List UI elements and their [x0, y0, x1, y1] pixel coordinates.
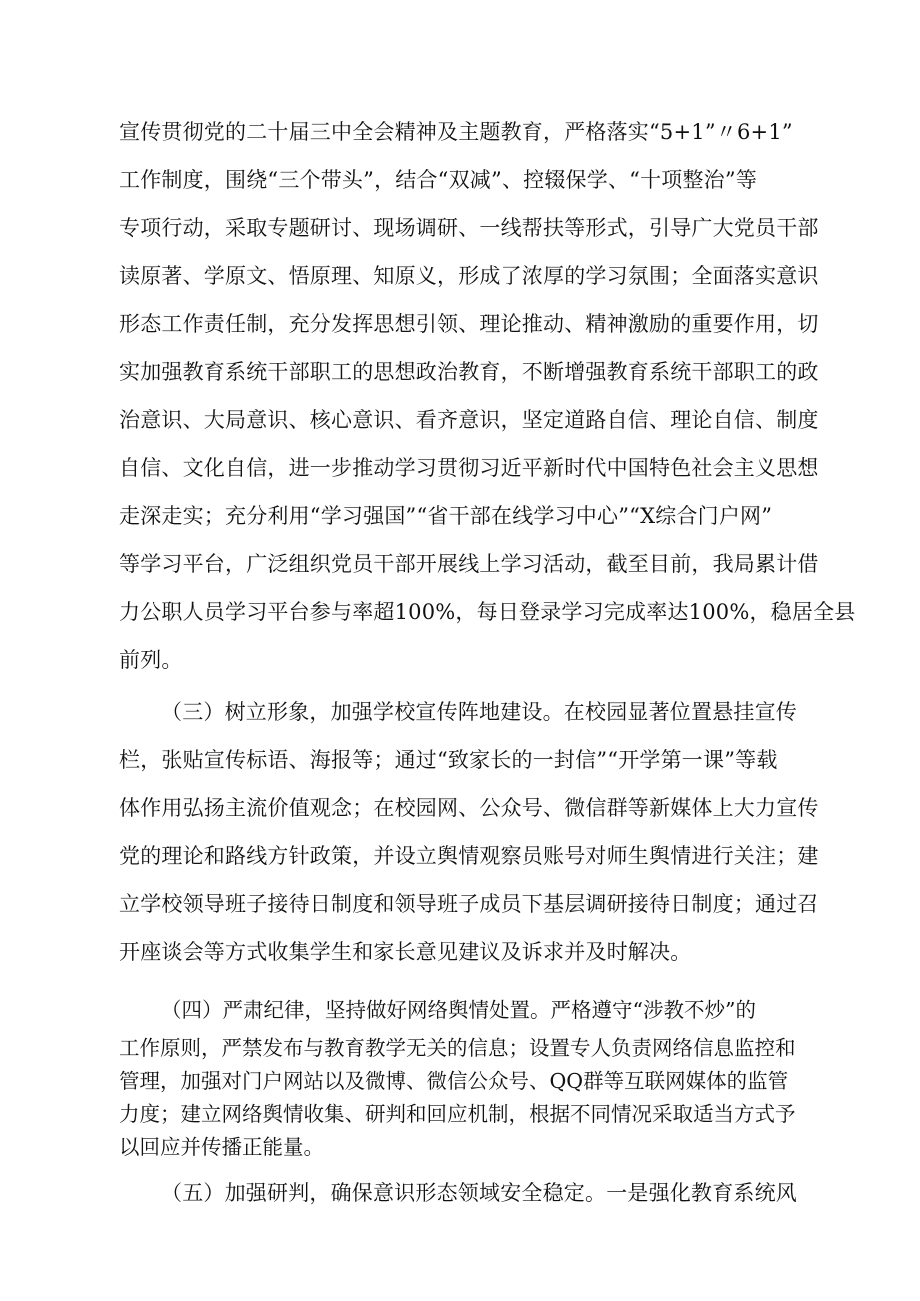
- paragraph-heading-line: （五）加强研判，确保意识形态领域安全稳定。一是强化教育系统风: [161, 1181, 797, 1205]
- text-line: 立学校领导班子接待日制度和领导班子成员下基层调研接待日制度；通过召: [119, 892, 819, 916]
- text-line: 力度；建立网络舆情收集、研判和回应机制，根据不同情况采取适当方式予: [119, 1102, 796, 1126]
- text-line: 体作用弘扬主流价值观念；在校园网、公众号、微信群等新媒体上大力宣传: [119, 796, 819, 820]
- text-line: 等学习平台，广泛组织党员干部开展线上学习活动，截至目前，我局累计借: [119, 552, 819, 576]
- text-line: 工作制度，围绕“三个带头”，结合“双减”、控辍保学、“十项整治”等: [119, 168, 758, 192]
- paragraph-heading-line: （三）树立形象，加强学校宣传阵地建设。在校园显著位置悬挂宣传: [161, 700, 797, 724]
- text-line: 工作原则，严禁发布与教育教学无关的信息；设置专人负责网络信息监控和: [119, 1036, 796, 1060]
- text-line: 形态工作责任制，充分发挥思想引领、理论推动、精神激励的重要作用，切: [119, 312, 819, 336]
- text-line: 前列。: [119, 648, 183, 672]
- text-line: 治意识、大局意识、核心意识、看齐意识，坚定道路自信、理论自信、制度: [119, 408, 819, 432]
- text-line: 以回应并传播正能量。: [119, 1135, 324, 1159]
- text-line: 宣传贯彻党的二十届三中全会精神及主题教育，严格落实“5+1”〃6+1”: [119, 120, 793, 144]
- text-line: 管理，加强对门户网站以及微博、微信公众号、QQ群等互联网媒体的监管: [119, 1069, 789, 1093]
- text-line: 走深走实；充分利用“学习强国”“省干部在线学习中心”“X综合门户网”: [119, 504, 773, 528]
- text-line: 实加强教育系统干部职工的思想政治教育，不断增强教育系统干部职工的政: [119, 360, 819, 384]
- text-line: 专项行动，采取专题研讨、现场调研、一线帮扶等形式，引导广大党员干部: [119, 216, 819, 240]
- text-line: 开座谈会等方式收集学生和家长意见建议及诉求并及时解决。: [119, 940, 692, 964]
- paragraph-heading-line: （四）严肃纪律，坚持做好网络舆情处置。严格遵守“涉教不炒”的: [161, 998, 756, 1022]
- text-line: 读原著、学原文、悟原理、知原义，形成了浓厚的学习氛围；全面落实意识: [119, 264, 819, 288]
- text-line: 栏，张贴宣传标语、海报等；通过“致家长的一封信”“开学第一课”等载: [119, 748, 778, 772]
- text-line: 自信、文化自信，进一步推动学习贯彻习近平新时代中国特色社会主义思想: [119, 456, 819, 480]
- text-line: 党的理论和路线方针政策，并设立舆情观察员账号对师生舆情进行关注；建: [119, 844, 819, 868]
- text-line: 力公职人员学习平台参与率超100%，每日登录学习完成率达100%，稳居全县: [119, 600, 856, 624]
